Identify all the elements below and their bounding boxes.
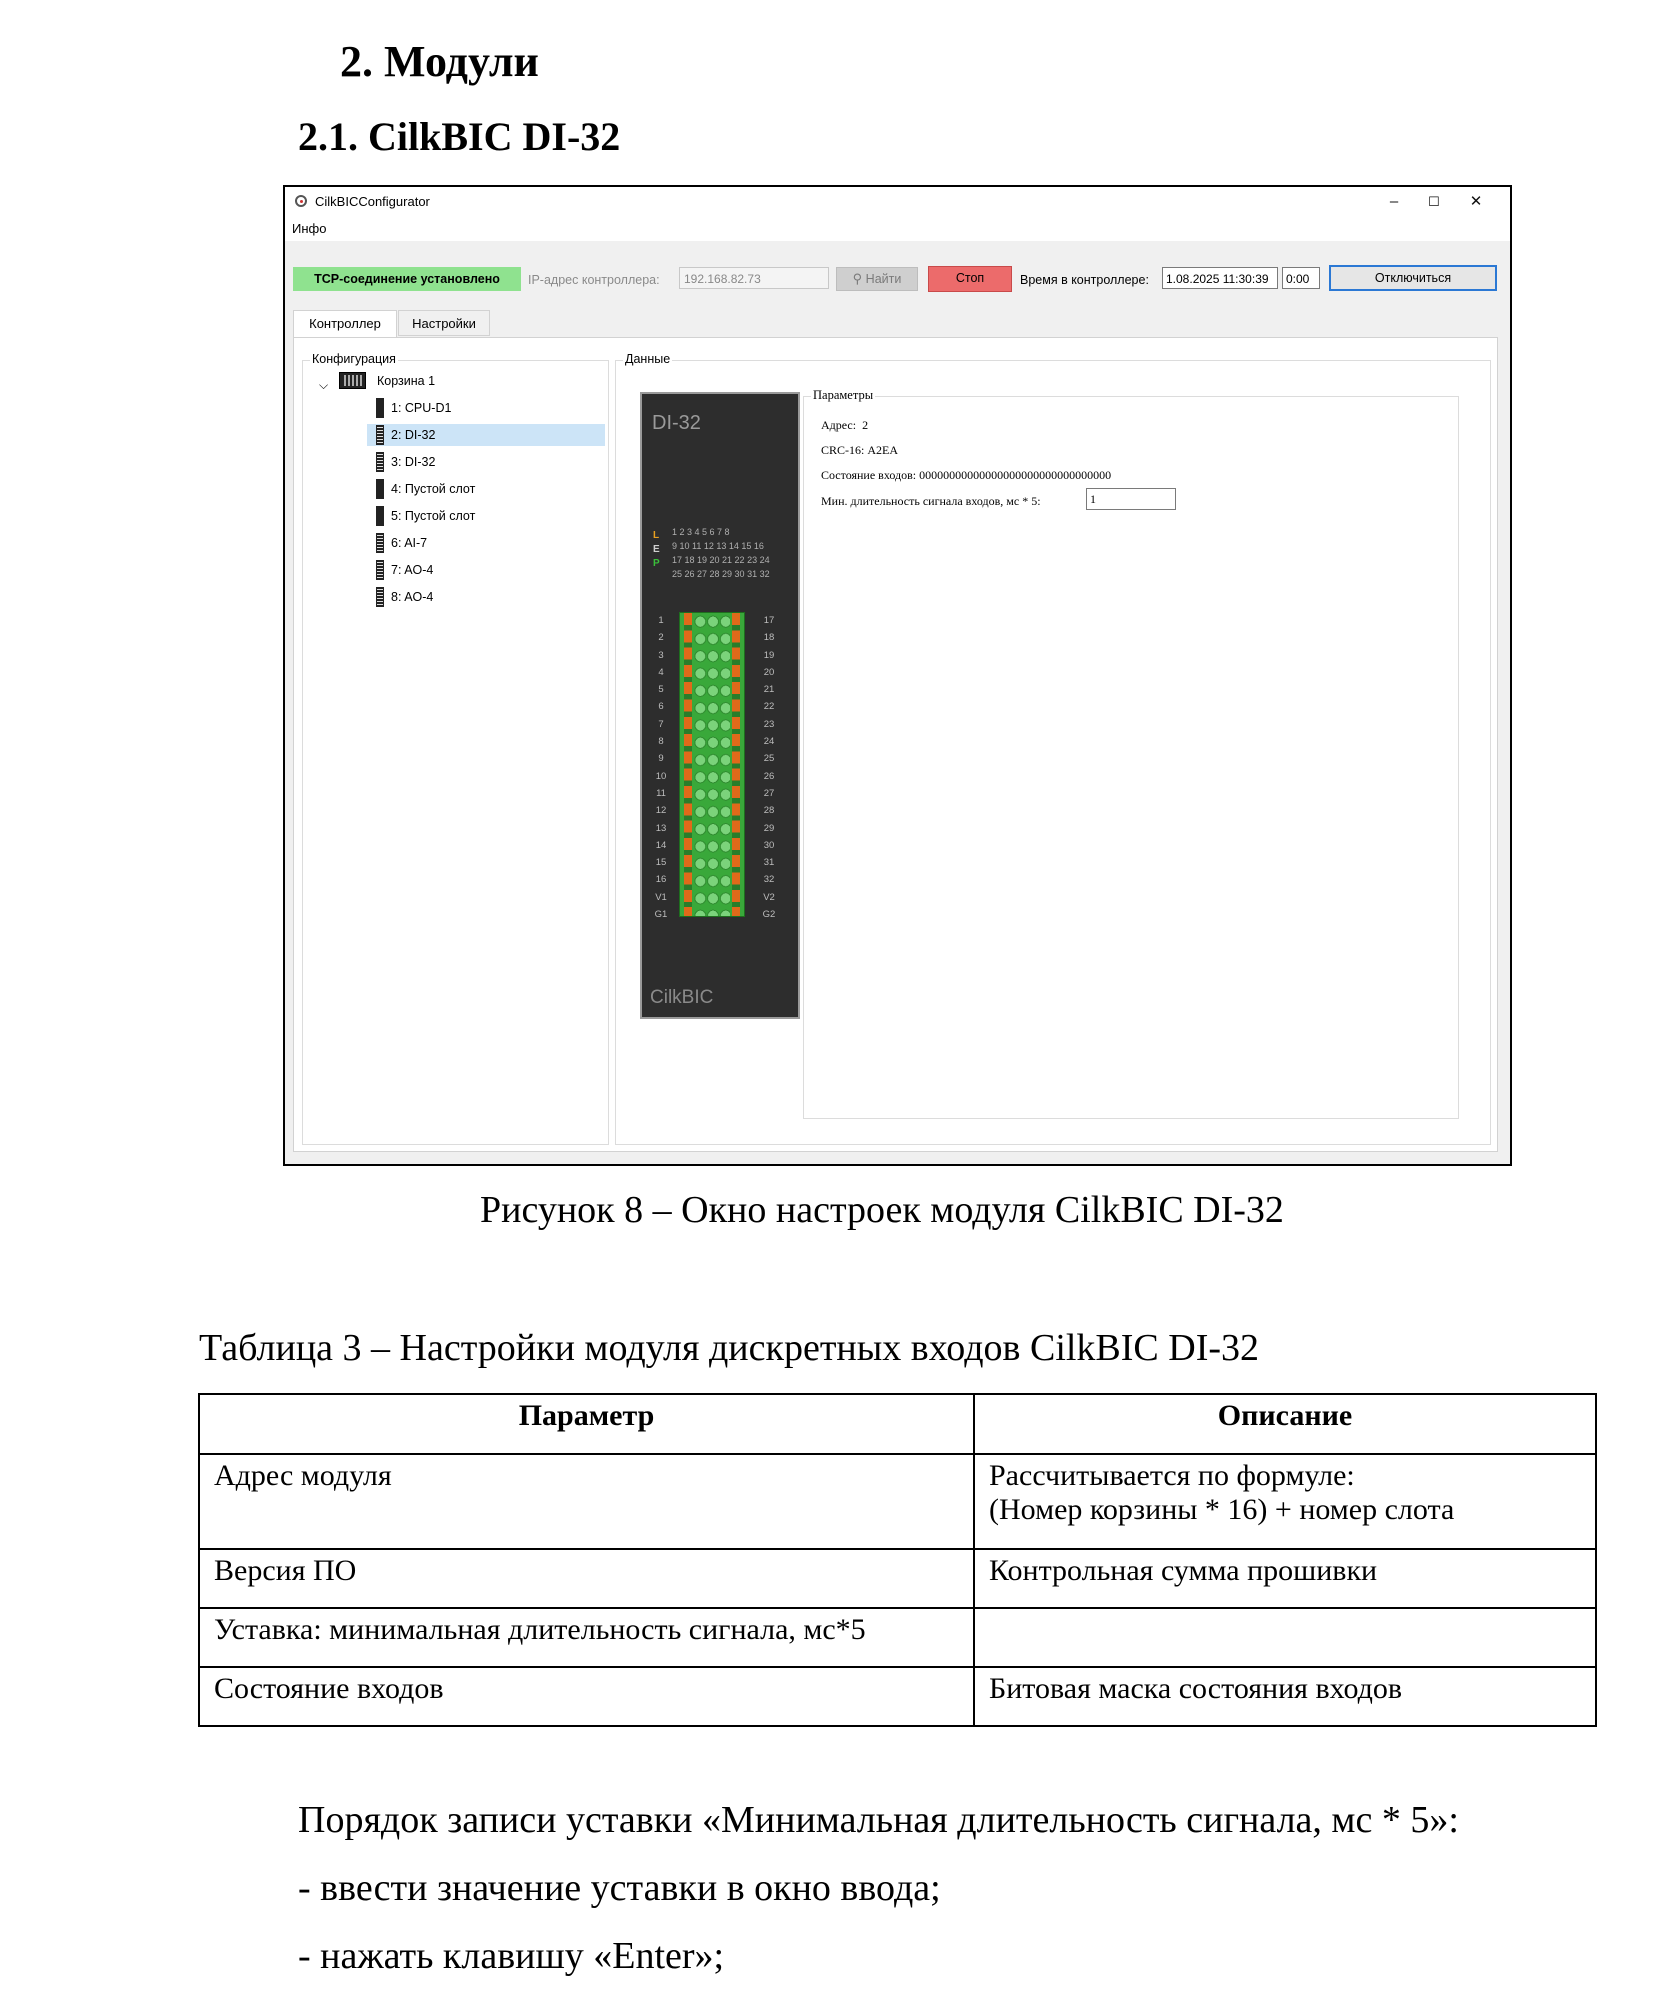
device-brand: CilkBIC — [650, 987, 714, 1008]
module-icon — [376, 533, 384, 553]
menu-info[interactable]: Инфо — [292, 221, 327, 236]
stop-button[interactable]: Стоп — [928, 266, 1012, 292]
paragraph: - нажать клавишу «Enter»; — [298, 1935, 725, 1977]
module-icon — [376, 587, 384, 607]
pin-label: 3 — [658, 649, 664, 661]
table-cell: Адрес модуля — [199, 1454, 974, 1549]
led-row: 17 18 19 20 21 22 23 24 — [672, 555, 770, 565]
rack-label: Корзина 1 — [377, 374, 436, 388]
parameters-group-title: Параметры — [813, 388, 874, 402]
tree-item-selected[interactable] — [305, 424, 605, 446]
find-button-label: Найти — [865, 272, 902, 286]
pin-label: 19 — [763, 649, 775, 661]
pin-label: 9 — [658, 753, 664, 765]
table-caption: Таблица 3 – Настройки модуля дискретных входов CilkBIC DI-32 — [199, 1327, 1260, 1369]
address-value: 2 — [862, 418, 869, 432]
controller-time-field[interactable]: 1.08.2025 11:30:39 — [1162, 267, 1278, 289]
time-offset-field[interactable]: 0:00 — [1282, 267, 1320, 289]
pin-label: 21 — [763, 684, 775, 696]
table-header: Описание — [974, 1394, 1596, 1454]
table-cell: Уставка: минимальная длительность сигнала, мс*5 — [199, 1608, 974, 1667]
pin-label: 7 — [658, 718, 664, 730]
maximize-icon[interactable]: ☐ — [1428, 194, 1440, 209]
controller-time-label: Время в контроллере: — [1020, 273, 1149, 287]
led-row: 25 26 27 28 29 30 31 32 — [672, 569, 770, 579]
tab-controller[interactable]: Контроллер — [293, 310, 397, 338]
pin-label: 2 — [658, 632, 664, 644]
search-icon: ⚲ — [852, 271, 863, 286]
pin-label: G2 — [762, 909, 776, 921]
left-pin-labels — [650, 612, 672, 923]
find-button[interactable] — [836, 267, 918, 291]
pin-label: 27 — [763, 787, 775, 799]
table-cell: Версия ПО — [199, 1549, 974, 1608]
module-icon — [376, 398, 384, 418]
paragraph: - ввести значение уставки в окно ввода; — [298, 1867, 941, 1909]
table-header: Параметр — [199, 1394, 974, 1454]
tab-settings[interactable]: Настройки — [398, 310, 490, 336]
pin-label: 24 — [763, 736, 775, 748]
tree-rack-node[interactable] — [305, 370, 605, 392]
terminal-block — [679, 612, 745, 917]
tree-item[interactable] — [305, 397, 605, 419]
minimize-icon[interactable]: – — [1389, 193, 1399, 210]
pin-label: 11 — [656, 787, 666, 799]
table-row — [199, 1667, 1596, 1726]
tree-item[interactable] — [305, 559, 605, 581]
pin-label: 32 — [763, 874, 775, 886]
pin-label: 29 — [763, 822, 775, 834]
terminal-screws — [694, 613, 730, 916]
pin-label: 4 — [658, 666, 664, 678]
pin-label: 14 — [655, 839, 667, 851]
connection-status-badge: TCP-соединение установлено — [293, 267, 521, 291]
min-duration-label: Мин. длительность сигнала входов, мс * 5: — [821, 494, 1041, 508]
window-title: CilkBICConfigurator — [315, 194, 430, 209]
title-bar — [285, 187, 1510, 217]
pin-label: 26 — [763, 770, 775, 782]
address-label: Адрес: — [821, 418, 857, 432]
table-row — [199, 1454, 1596, 1549]
table-cell-line: (Номер корзины * 16) + номер слота — [989, 1493, 1455, 1526]
led-e-label: E — [653, 544, 660, 555]
inputs-state-row — [821, 468, 1111, 483]
module-icon — [376, 452, 384, 472]
pin-label: 16 — [655, 874, 667, 886]
min-duration-input[interactable]: 1 — [1086, 488, 1176, 510]
tree-item-label: 1: CPU-D1 — [391, 401, 452, 415]
pin-label: G1 — [654, 909, 668, 921]
pin-label: 12 — [655, 805, 667, 817]
table-header-row — [199, 1394, 1596, 1454]
section-heading: 2. Модули — [340, 37, 539, 86]
tree-item-label: 3: DI-32 — [391, 455, 436, 469]
address-row — [821, 418, 868, 433]
pin-label: 31 — [763, 857, 775, 869]
pin-label: 1 — [658, 615, 664, 626]
tree-item[interactable] — [305, 505, 605, 527]
tree-item[interactable] — [305, 532, 605, 554]
led-p-label: P — [653, 558, 660, 569]
pin-label: 17 — [763, 615, 775, 626]
close-icon[interactable]: ✕ — [1469, 193, 1483, 210]
crc-value: A2EA — [867, 443, 899, 457]
led-row: 9 10 11 12 13 14 15 16 — [672, 541, 764, 551]
table-cell: Битовая маска состояния входов — [974, 1667, 1596, 1726]
pin-label: 22 — [763, 701, 775, 713]
table-row — [199, 1608, 1596, 1667]
module-icon — [376, 560, 384, 580]
pin-label: 8 — [658, 736, 664, 748]
tree-item-label: 4: Пустой слот — [391, 482, 476, 496]
right-pin-labels — [758, 612, 780, 923]
led-row: 1 2 3 4 5 6 7 8 — [672, 527, 730, 537]
ip-label: IP-адрес контроллера: — [528, 273, 660, 287]
tree-item-label: 8: AO-4 — [391, 590, 434, 604]
tree-item-label: 7: AO-4 — [391, 563, 434, 577]
led-number-grid — [672, 527, 796, 583]
paragraph: Порядок записи уставки «Минимальная длительность сигнала, мс * 5»: — [298, 1799, 1459, 1841]
pin-label: 13 — [655, 822, 667, 834]
pin-label: 15 — [655, 857, 667, 869]
module-icon — [376, 506, 384, 526]
module-icon — [376, 425, 384, 445]
inputs-state-label: Состояние входов: — [821, 468, 917, 482]
pin-label: V1 — [655, 891, 667, 903]
chevron-down-icon[interactable]: ⌵ — [319, 378, 329, 392]
table-cell: Состояние входов — [199, 1667, 974, 1726]
pin-label: 10 — [655, 770, 667, 782]
menu-bar — [285, 217, 1510, 241]
rack-icon — [339, 372, 366, 389]
pin-label: 20 — [763, 666, 775, 678]
pin-label: 28 — [763, 805, 775, 817]
tree-item-label: 5: Пустой слот — [391, 509, 476, 523]
table-cell-line: Рассчитывается по формуле: — [989, 1459, 1355, 1492]
settings-table — [198, 1393, 1597, 1727]
figure-caption: Рисунок 8 – Окно настроек модуля CilkBIC DI-32 — [480, 1189, 1284, 1231]
device-name: DI-32 — [652, 412, 701, 434]
module-picture — [640, 392, 800, 1019]
tree-item-label: 2: DI-32 — [391, 428, 436, 442]
crc-row — [821, 443, 898, 458]
pin-label: 5 — [658, 684, 664, 696]
tree-item[interactable] — [305, 451, 605, 473]
pin-label: V2 — [763, 891, 775, 903]
pin-label: 30 — [763, 839, 775, 851]
pin-label: 23 — [763, 718, 775, 730]
pin-label: 6 — [658, 701, 664, 713]
tree-item[interactable] — [305, 478, 605, 500]
inputs-state-value: 00000000000000000000000000000000 — [919, 468, 1112, 482]
tree-item-label: 6: AI-7 — [391, 536, 428, 550]
data-group-title: Данные — [625, 352, 671, 366]
tree-item[interactable] — [305, 586, 605, 608]
crc-label: CRC-16: — [821, 443, 865, 457]
ip-address-input[interactable]: 192.168.82.73 — [679, 267, 829, 289]
disconnect-button[interactable]: Отключиться — [1329, 265, 1497, 291]
configuration-group-title: Конфигурация — [312, 352, 396, 366]
table-cell — [974, 1454, 1596, 1549]
module-icon — [376, 479, 384, 499]
app-logo-icon — [295, 195, 307, 207]
table-row — [199, 1549, 1596, 1608]
subsection-heading: 2.1. CilkBIC DI-32 — [298, 114, 621, 159]
pin-label: 18 — [763, 632, 775, 644]
pin-label: 25 — [763, 753, 775, 765]
table-cell: Контрольная сумма прошивки — [974, 1549, 1596, 1608]
table-cell — [974, 1608, 1596, 1667]
led-l-label: L — [653, 530, 660, 541]
